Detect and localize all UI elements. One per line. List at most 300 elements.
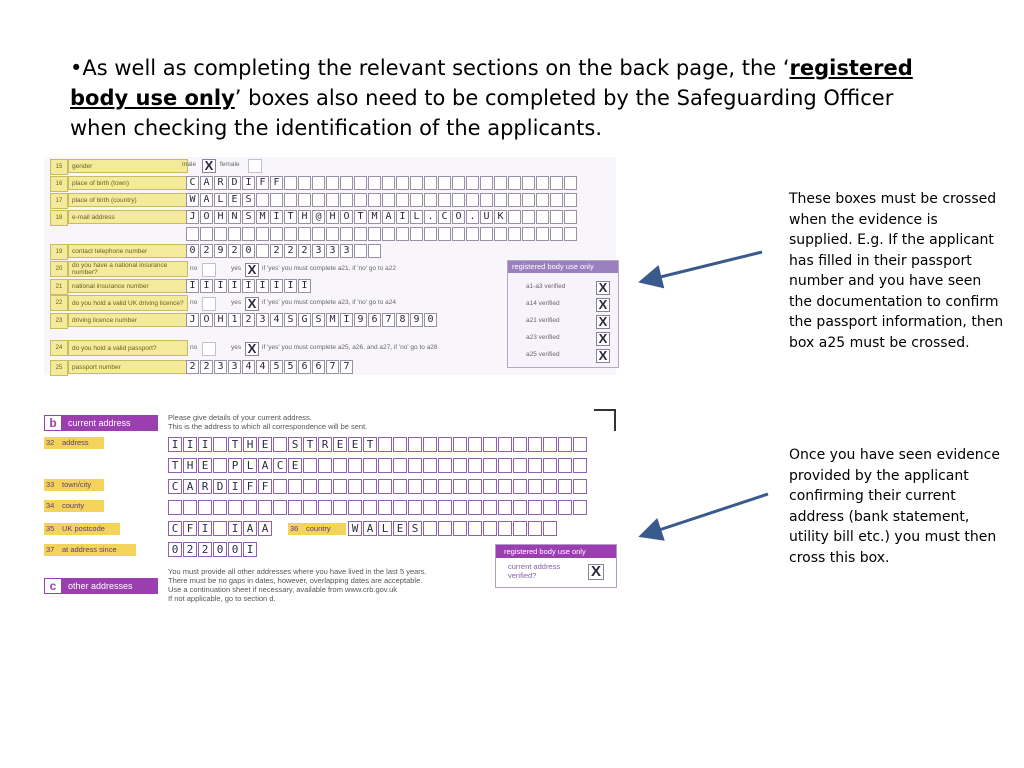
address-field-row-cell[interactable] [453, 437, 467, 452]
text-field-row-cell[interactable]: H [214, 210, 227, 224]
address-field-row-cell[interactable]: T [363, 437, 377, 452]
address-field-row-cell[interactable]: C [273, 458, 287, 473]
passport-number-field-cell[interactable]: 4 [242, 360, 255, 374]
address-field-row-cell[interactable] [288, 500, 302, 515]
text-field-row-cell[interactable] [452, 227, 465, 241]
text-field-row-cell[interactable] [326, 193, 339, 207]
text-field-row-cell[interactable] [284, 193, 297, 207]
address-field-row-cell[interactable] [228, 500, 242, 515]
text-field-row-cell[interactable] [270, 227, 283, 241]
address-field-row-cell[interactable] [513, 437, 527, 452]
address-field-row-cell[interactable] [378, 479, 392, 494]
text-field-row-cell[interactable]: 3 [312, 244, 325, 258]
driving-licence-field-cell[interactable]: G [298, 313, 311, 327]
text-field-row-cell[interactable]: F [256, 176, 269, 190]
address-field-row-cell[interactable]: E [258, 437, 272, 452]
address-field-row-cell[interactable] [183, 500, 197, 515]
verified-checkbox[interactable]: X [596, 349, 610, 363]
passport-number-field-cell[interactable]: 3 [214, 360, 227, 374]
text-field-row-cell[interactable]: H [298, 210, 311, 224]
address-field-row-cell[interactable] [573, 437, 587, 452]
since-date-field-cell[interactable]: 0 [168, 542, 182, 557]
text-field-row-cell[interactable] [438, 193, 451, 207]
address-field-row-cell[interactable] [393, 458, 407, 473]
address-field-row-cell[interactable]: T [303, 437, 317, 452]
address-field-row-cell[interactable] [558, 458, 572, 473]
address-field-row-cell[interactable]: L [243, 458, 257, 473]
ni-number-field-cell[interactable]: I [256, 279, 269, 293]
country-field-cell[interactable]: L [378, 521, 392, 536]
text-field-row-cell[interactable] [396, 176, 409, 190]
text-field-row-cell[interactable] [354, 227, 367, 241]
driving-licence-field-cell[interactable]: 1 [228, 313, 241, 327]
postcode-field-cell[interactable]: I [228, 521, 242, 536]
passport-number-field-cell[interactable]: 4 [256, 360, 269, 374]
driving-licence-field-cell[interactable]: I [340, 313, 353, 327]
address-field-row-cell[interactable] [333, 479, 347, 494]
address-field-row-cell[interactable] [558, 437, 572, 452]
country-field-cell[interactable]: A [363, 521, 377, 536]
address-field-row-cell[interactable] [408, 500, 422, 515]
address-field-row-cell[interactable]: T [168, 458, 182, 473]
text-field-row-cell[interactable] [410, 176, 423, 190]
address-field-row-cell[interactable] [573, 500, 587, 515]
text-field-row-cell[interactable]: I [270, 210, 283, 224]
yes-checkbox[interactable]: X [245, 342, 259, 356]
text-field-row-cell[interactable] [424, 227, 437, 241]
driving-licence-field-cell[interactable]: 8 [396, 313, 409, 327]
text-field-row-cell[interactable] [494, 193, 507, 207]
text-field-row-cell[interactable]: I [396, 210, 409, 224]
address-field-row-cell[interactable] [498, 479, 512, 494]
text-field-row-cell[interactable]: S [242, 193, 255, 207]
address-field-row-cell[interactable] [498, 458, 512, 473]
country-field-cell[interactable] [543, 521, 557, 536]
address-field-row-cell[interactable] [408, 458, 422, 473]
address-field-row-cell[interactable]: A [258, 458, 272, 473]
text-field-row-cell[interactable]: A [200, 176, 213, 190]
text-field-row-cell[interactable]: . [466, 210, 479, 224]
address-field-row-cell[interactable] [483, 500, 497, 515]
address-field-row-cell[interactable] [483, 479, 497, 494]
address-field-row-cell[interactable] [273, 500, 287, 515]
text-field-row-cell[interactable] [438, 176, 451, 190]
text-field-row-cell[interactable] [550, 193, 563, 207]
address-field-row-cell[interactable] [378, 458, 392, 473]
text-field-row-cell[interactable]: 2 [200, 244, 213, 258]
text-field-row-cell[interactable] [536, 227, 549, 241]
driving-licence-field-cell[interactable]: S [312, 313, 325, 327]
address-field-row-cell[interactable] [348, 479, 362, 494]
text-field-row-cell[interactable] [228, 227, 241, 241]
text-field-row-cell[interactable] [452, 193, 465, 207]
text-field-row-cell[interactable] [522, 210, 535, 224]
text-field-row-cell[interactable] [494, 176, 507, 190]
text-field-row-cell[interactable] [396, 227, 409, 241]
driving-licence-field-cell[interactable]: 4 [270, 313, 283, 327]
address-field-row-cell[interactable] [333, 458, 347, 473]
address-field-row-cell[interactable] [528, 458, 542, 473]
address-field-row-cell[interactable]: H [243, 437, 257, 452]
address-field-row-cell[interactable] [273, 437, 287, 452]
text-field-row-cell[interactable]: E [228, 193, 241, 207]
text-field-row-cell[interactable] [522, 227, 535, 241]
address-field-row-cell[interactable]: E [348, 437, 362, 452]
passport-number-field-cell[interactable]: 2 [186, 360, 199, 374]
address-field-row-cell[interactable] [408, 437, 422, 452]
address-field-row-cell[interactable] [303, 458, 317, 473]
driving-licence-field-cell[interactable]: 6 [368, 313, 381, 327]
no-checkbox[interactable] [202, 297, 216, 311]
text-field-row-cell[interactable] [298, 227, 311, 241]
address-field-row-cell[interactable] [303, 500, 317, 515]
driving-licence-field-cell[interactable]: 9 [354, 313, 367, 327]
address-field-row-cell[interactable] [468, 458, 482, 473]
text-field-row-cell[interactable] [480, 227, 493, 241]
text-field-row-cell[interactable] [438, 227, 451, 241]
address-field-row-cell[interactable]: E [288, 458, 302, 473]
address-field-row-cell[interactable]: S [288, 437, 302, 452]
postcode-field-cell[interactable]: A [243, 521, 257, 536]
address-field-row-cell[interactable]: C [168, 479, 182, 494]
ni-number-field-cell[interactable]: I [228, 279, 241, 293]
text-field-row-cell[interactable]: C [438, 210, 451, 224]
verified-checkbox[interactable]: X [588, 564, 604, 580]
driving-licence-field-cell[interactable]: J [186, 313, 199, 327]
postcode-field-cell[interactable]: F [183, 521, 197, 536]
address-field-row-cell[interactable] [333, 500, 347, 515]
address-field-row-cell[interactable] [513, 479, 527, 494]
text-field-row-cell[interactable] [368, 244, 381, 258]
address-field-row-cell[interactable] [393, 437, 407, 452]
country-field-cell[interactable] [468, 521, 482, 536]
text-field-row-cell[interactable] [256, 227, 269, 241]
text-field-row-cell[interactable] [508, 176, 521, 190]
address-field-row-cell[interactable] [543, 500, 557, 515]
address-field-row-cell[interactable] [528, 500, 542, 515]
verified-checkbox[interactable]: X [596, 315, 610, 329]
address-field-row-cell[interactable] [213, 458, 227, 473]
text-field-row-cell[interactable] [340, 227, 353, 241]
address-field-row-cell[interactable] [483, 458, 497, 473]
country-field-cell[interactable]: S [408, 521, 422, 536]
address-field-row-cell[interactable] [573, 458, 587, 473]
address-field-row-cell[interactable] [573, 479, 587, 494]
address-field-row-cell[interactable] [348, 458, 362, 473]
text-field-row-cell[interactable] [354, 176, 367, 190]
text-field-row-cell[interactable]: O [452, 210, 465, 224]
address-field-row-cell[interactable]: H [183, 458, 197, 473]
text-field-row-cell[interactable]: 2 [284, 244, 297, 258]
text-field-row-cell[interactable]: T [284, 210, 297, 224]
country-field-cell[interactable] [498, 521, 512, 536]
address-field-row-cell[interactable]: I [198, 437, 212, 452]
address-field-row-cell[interactable] [393, 479, 407, 494]
text-field-row-cell[interactable] [270, 193, 283, 207]
address-field-row-cell[interactable]: E [198, 458, 212, 473]
address-field-row-cell[interactable]: F [258, 479, 272, 494]
address-field-row-cell[interactable]: A [183, 479, 197, 494]
address-field-row-cell[interactable] [558, 479, 572, 494]
text-field-row-cell[interactable]: D [228, 176, 241, 190]
address-field-row-cell[interactable] [318, 458, 332, 473]
address-field-row-cell[interactable]: T [228, 437, 242, 452]
address-field-row-cell[interactable] [543, 479, 557, 494]
driving-licence-field-cell[interactable]: M [326, 313, 339, 327]
address-field-row-cell[interactable]: I [168, 437, 182, 452]
address-field-row-cell[interactable]: I [228, 479, 242, 494]
passport-number-field-cell[interactable]: 5 [270, 360, 283, 374]
driving-licence-field-cell[interactable]: 7 [382, 313, 395, 327]
text-field-row-cell[interactable] [200, 227, 213, 241]
text-field-row-cell[interactable] [312, 227, 325, 241]
address-field-row-cell[interactable] [213, 500, 227, 515]
text-field-row-cell[interactable] [564, 176, 577, 190]
address-field-row-cell[interactable] [303, 479, 317, 494]
text-field-row-cell[interactable]: C [186, 176, 199, 190]
address-field-row-cell[interactable] [558, 500, 572, 515]
address-field-row-cell[interactable] [528, 479, 542, 494]
text-field-row-cell[interactable] [466, 176, 479, 190]
yes-checkbox[interactable]: X [245, 297, 259, 311]
address-field-row-cell[interactable] [378, 500, 392, 515]
text-field-row-cell[interactable] [452, 176, 465, 190]
text-field-row-cell[interactable] [466, 227, 479, 241]
text-field-row-cell[interactable] [522, 193, 535, 207]
text-field-row-cell[interactable] [382, 176, 395, 190]
text-field-row-cell[interactable]: 2 [228, 244, 241, 258]
text-field-row-cell[interactable] [368, 176, 381, 190]
since-date-field-cell[interactable]: 2 [183, 542, 197, 557]
text-field-row-cell[interactable] [284, 227, 297, 241]
address-field-row-cell[interactable] [453, 479, 467, 494]
driving-licence-field-cell[interactable]: H [214, 313, 227, 327]
text-field-row-cell[interactable] [550, 176, 563, 190]
country-field-cell[interactable] [528, 521, 542, 536]
driving-licence-field-cell[interactable]: O [200, 313, 213, 327]
address-field-row-cell[interactable] [378, 437, 392, 452]
passport-number-field-cell[interactable]: 7 [340, 360, 353, 374]
since-date-field-cell[interactable]: 2 [198, 542, 212, 557]
text-field-row-cell[interactable]: W [186, 193, 199, 207]
address-field-row-cell[interactable] [438, 479, 452, 494]
ni-number-field-cell[interactable]: I [284, 279, 297, 293]
verified-checkbox[interactable]: X [596, 281, 610, 295]
address-field-row-cell[interactable] [498, 437, 512, 452]
text-field-row-cell[interactable] [480, 193, 493, 207]
text-field-row-cell[interactable] [410, 227, 423, 241]
text-field-row-cell[interactable]: 3 [326, 244, 339, 258]
text-field-row-cell[interactable] [326, 176, 339, 190]
text-field-row-cell[interactable] [382, 227, 395, 241]
driving-licence-field-cell[interactable]: 0 [424, 313, 437, 327]
text-field-row-cell[interactable] [354, 244, 367, 258]
address-field-row-cell[interactable]: E [333, 437, 347, 452]
address-field-row-cell[interactable] [258, 500, 272, 515]
address-field-row-cell[interactable] [513, 458, 527, 473]
text-field-row-cell[interactable] [494, 227, 507, 241]
text-field-row-cell[interactable] [368, 193, 381, 207]
country-field-cell[interactable] [483, 521, 497, 536]
address-field-row-cell[interactable] [468, 437, 482, 452]
country-field-cell[interactable]: E [393, 521, 407, 536]
text-field-row-cell[interactable] [522, 176, 535, 190]
address-field-row-cell[interactable] [423, 479, 437, 494]
address-field-row-cell[interactable] [453, 500, 467, 515]
text-field-row-cell[interactable] [312, 176, 325, 190]
address-field-row-cell[interactable] [438, 458, 452, 473]
text-field-row-cell[interactable] [550, 227, 563, 241]
text-field-row-cell[interactable] [466, 193, 479, 207]
country-field-cell[interactable] [423, 521, 437, 536]
text-field-row-cell[interactable]: A [382, 210, 395, 224]
country-field-cell[interactable] [453, 521, 467, 536]
text-field-row-cell[interactable] [186, 227, 199, 241]
address-field-row-cell[interactable] [273, 479, 287, 494]
driving-licence-field-cell[interactable]: 9 [410, 313, 423, 327]
text-field-row-cell[interactable]: U [480, 210, 493, 224]
text-field-row-cell[interactable]: . [424, 210, 437, 224]
text-field-row-cell[interactable]: R [214, 176, 227, 190]
text-field-row-cell[interactable]: J [186, 210, 199, 224]
passport-number-field-cell[interactable]: 2 [200, 360, 213, 374]
address-field-row-cell[interactable] [363, 479, 377, 494]
address-field-row-cell[interactable]: F [243, 479, 257, 494]
text-field-row-cell[interactable] [340, 176, 353, 190]
address-field-row-cell[interactable] [318, 500, 332, 515]
text-field-row-cell[interactable] [368, 227, 381, 241]
address-field-row-cell[interactable] [198, 500, 212, 515]
yes-checkbox[interactable]: X [245, 263, 259, 277]
address-field-row-cell[interactable] [213, 437, 227, 452]
address-field-row-cell[interactable] [363, 500, 377, 515]
text-field-row-cell[interactable] [536, 193, 549, 207]
text-field-row-cell[interactable] [214, 227, 227, 241]
text-field-row-cell[interactable] [410, 193, 423, 207]
address-field-row-cell[interactable]: P [228, 458, 242, 473]
text-field-row-cell[interactable] [396, 193, 409, 207]
address-field-row-cell[interactable] [423, 500, 437, 515]
address-field-row-cell[interactable] [543, 437, 557, 452]
verified-checkbox[interactable]: X [596, 332, 610, 346]
since-date-field-cell[interactable]: 0 [228, 542, 242, 557]
ni-number-field-cell[interactable]: I [214, 279, 227, 293]
ni-number-field-cell[interactable]: I [200, 279, 213, 293]
driving-licence-field-cell[interactable]: 3 [256, 313, 269, 327]
address-field-row-cell[interactable] [423, 437, 437, 452]
address-field-row-cell[interactable]: I [183, 437, 197, 452]
address-field-row-cell[interactable] [543, 458, 557, 473]
address-field-row-cell[interactable]: R [318, 437, 332, 452]
address-field-row-cell[interactable] [243, 500, 257, 515]
text-field-row-cell[interactable]: L [410, 210, 423, 224]
address-field-row-cell[interactable] [438, 437, 452, 452]
text-field-row-cell[interactable]: N [228, 210, 241, 224]
text-field-row-cell[interactable] [284, 176, 297, 190]
verified-checkbox[interactable]: X [596, 298, 610, 312]
text-field-row-cell[interactable]: F [270, 176, 283, 190]
address-field-row-cell[interactable] [408, 479, 422, 494]
text-field-row-cell[interactable]: I [242, 176, 255, 190]
text-field-row-cell[interactable] [256, 244, 269, 258]
text-field-row-cell[interactable] [508, 210, 521, 224]
driving-licence-field-cell[interactable]: 2 [242, 313, 255, 327]
postcode-field-cell[interactable] [213, 521, 227, 536]
no-checkbox[interactable] [202, 263, 216, 277]
text-field-row-cell[interactable] [536, 210, 549, 224]
text-field-row-cell[interactable] [298, 193, 311, 207]
text-field-row-cell[interactable] [256, 193, 269, 207]
text-field-row-cell[interactable]: O [340, 210, 353, 224]
text-field-row-cell[interactable]: 0 [242, 244, 255, 258]
text-field-row-cell[interactable]: H [326, 210, 339, 224]
passport-number-field-cell[interactable]: 6 [312, 360, 325, 374]
address-field-row-cell[interactable] [363, 458, 377, 473]
text-field-row-cell[interactable]: T [354, 210, 367, 224]
text-field-row-cell[interactable] [312, 193, 325, 207]
text-field-row-cell[interactable]: M [256, 210, 269, 224]
driving-licence-field-cell[interactable]: S [284, 313, 297, 327]
text-field-row-cell[interactable]: M [368, 210, 381, 224]
address-field-row-cell[interactable] [498, 500, 512, 515]
text-field-row-cell[interactable]: S [242, 210, 255, 224]
text-field-row-cell[interactable]: A [200, 193, 213, 207]
text-field-row-cell[interactable] [564, 227, 577, 241]
text-field-row-cell[interactable] [326, 227, 339, 241]
passport-number-field-cell[interactable]: 7 [326, 360, 339, 374]
address-field-row-cell[interactable] [513, 500, 527, 515]
address-field-row-cell[interactable] [483, 437, 497, 452]
address-field-row-cell[interactable] [438, 500, 452, 515]
text-field-row-cell[interactable] [564, 193, 577, 207]
address-field-row-cell[interactable] [393, 500, 407, 515]
postcode-field-cell[interactable]: I [198, 521, 212, 536]
address-field-row-cell[interactable] [348, 500, 362, 515]
text-field-row-cell[interactable] [424, 176, 437, 190]
address-field-row-cell[interactable] [468, 479, 482, 494]
text-field-row-cell[interactable] [424, 193, 437, 207]
address-field-row-cell[interactable] [288, 479, 302, 494]
text-field-row-cell[interactable] [564, 210, 577, 224]
country-field-cell[interactable] [513, 521, 527, 536]
address-field-row-cell[interactable] [468, 500, 482, 515]
text-field-row-cell[interactable] [536, 176, 549, 190]
ni-number-field-cell[interactable]: I [242, 279, 255, 293]
text-field-row-cell[interactable] [298, 176, 311, 190]
text-field-row-cell[interactable]: 9 [214, 244, 227, 258]
text-field-row-cell[interactable] [382, 193, 395, 207]
passport-number-field-cell[interactable]: 5 [284, 360, 297, 374]
address-field-row-cell[interactable] [453, 458, 467, 473]
text-field-row-cell[interactable] [550, 210, 563, 224]
country-field-cell[interactable]: W [348, 521, 362, 536]
text-field-row-cell[interactable] [480, 176, 493, 190]
passport-number-field-cell[interactable]: 6 [298, 360, 311, 374]
no-checkbox[interactable] [202, 342, 216, 356]
ni-number-field-cell[interactable]: I [298, 279, 311, 293]
text-field-row-cell[interactable]: @ [312, 210, 325, 224]
text-field-row-cell[interactable] [242, 227, 255, 241]
male-checkbox[interactable]: X [202, 159, 216, 173]
address-field-row-cell[interactable]: R [198, 479, 212, 494]
text-field-row-cell[interactable]: K [494, 210, 507, 224]
address-field-row-cell[interactable] [168, 500, 182, 515]
address-field-row-cell[interactable] [318, 479, 332, 494]
ni-number-field-cell[interactable]: I [186, 279, 199, 293]
address-field-row-cell[interactable]: D [213, 479, 227, 494]
text-field-row-cell[interactable]: 3 [340, 244, 353, 258]
postcode-field-cell[interactable]: C [168, 521, 182, 536]
